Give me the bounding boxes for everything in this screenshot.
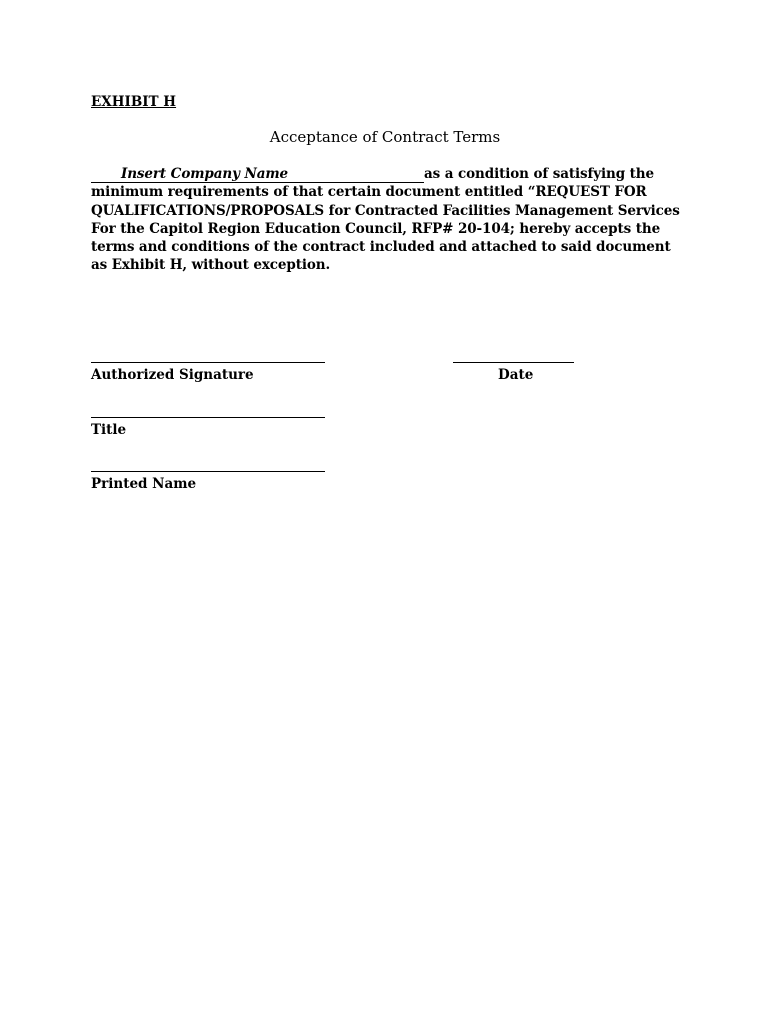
title-line[interactable] (91, 417, 325, 418)
paragraph-line-2: minimum requirements of that certain document entitled “REQUEST FOR (91, 184, 647, 201)
document-title: Acceptance of Contract Terms (269, 128, 501, 146)
acceptance-paragraph (91, 165, 691, 275)
paragraph-line-3: QUALIFICATIONS/PROPOSALS for Contracted Facilities Management Services (91, 202, 680, 219)
date-line[interactable] (453, 362, 574, 363)
paragraph-line-1-text: as a condition of satisfying the (424, 166, 655, 182)
printed-name-line[interactable] (91, 471, 325, 472)
title-label: Title (91, 422, 127, 438)
paragraph-line-4: For the Capitol Region Education Council, RFP# 20-104; hereby accepts the (91, 220, 661, 237)
date-label: Date (498, 367, 534, 383)
printed-name-label: Printed Name (91, 476, 197, 492)
company-name-placeholder: Insert Company Name (121, 166, 289, 182)
paragraph-line-1 (91, 165, 691, 183)
authorized-signature-label: Authorized Signature (91, 367, 254, 383)
paragraph-line-5: terms and conditions of the contract included and attached to said document (91, 239, 671, 256)
paragraph-line-6: as Exhibit H, without exception. (91, 257, 331, 274)
company-name-field[interactable] (91, 167, 424, 183)
authorized-signature-line[interactable] (91, 362, 325, 363)
exhibit-label: EXHIBIT H (91, 94, 177, 110)
